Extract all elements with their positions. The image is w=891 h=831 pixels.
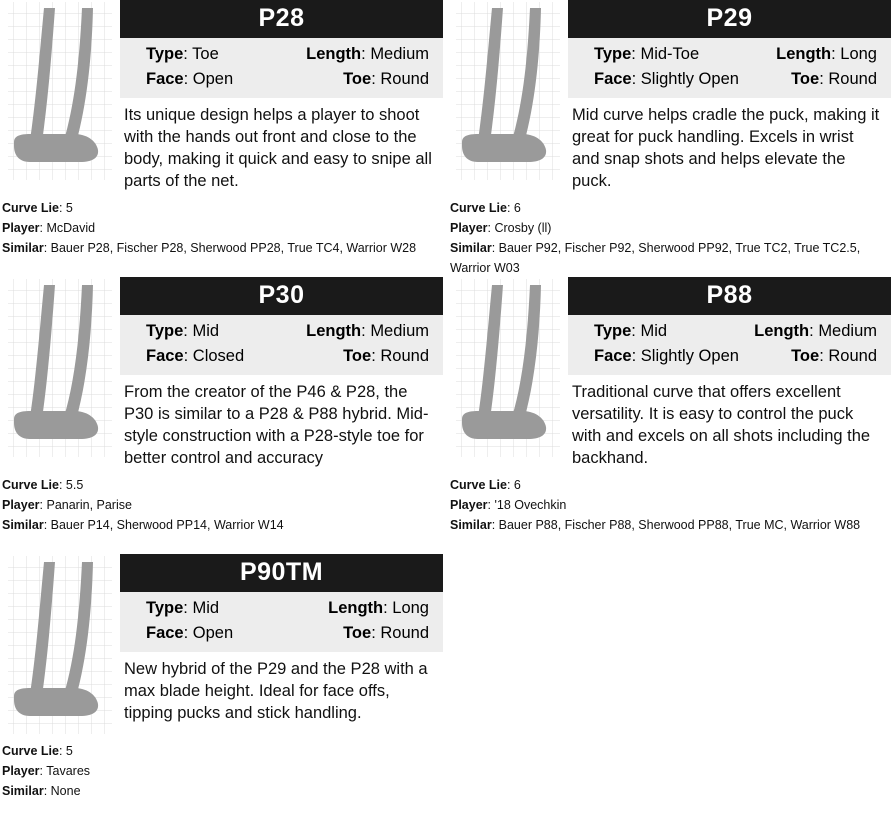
blade-diagram-icon bbox=[0, 554, 120, 739]
spec-face-label: Face bbox=[146, 347, 184, 365]
meta-similar-value: Bauer P28, Fischer P28, Sherwood PP28, True TC4, Warrior W28 bbox=[50, 241, 417, 255]
spec-type: Type: Mid-Toe bbox=[594, 45, 700, 63]
curve-name: P90TM bbox=[120, 554, 443, 592]
card-top bbox=[448, 277, 891, 473]
spec-length-label: Length bbox=[306, 322, 362, 340]
curve-description: New hybrid of the P29 and the P28 with a max blade height. Ideal for face offs, tipping pucks and stick handling. bbox=[124, 660, 428, 722]
spec-face-value: Slightly Open bbox=[640, 347, 739, 365]
meta-curve-lie-label: Curve Lie bbox=[450, 201, 507, 215]
spec-row bbox=[128, 67, 435, 92]
card-top bbox=[0, 277, 443, 473]
meta-curve-lie: Curve Lie: 6 bbox=[450, 201, 521, 215]
meta-similar-label: Similar bbox=[2, 784, 44, 798]
meta-player-value: McDavid bbox=[46, 221, 96, 235]
blade-diagram-icon bbox=[448, 277, 568, 462]
meta-curve-lie: Curve Lie: 5 bbox=[2, 201, 73, 215]
spec-length-label: Length bbox=[754, 322, 810, 340]
blade-diagram-icon bbox=[0, 0, 120, 185]
spec-type-value: Mid bbox=[192, 322, 220, 340]
spec-length: Length: Long bbox=[776, 45, 877, 63]
spec-row bbox=[128, 42, 435, 67]
spec-face: Face: Closed bbox=[146, 347, 245, 365]
spec-type: Type: Mid bbox=[146, 322, 220, 340]
spec-face: Face: Open bbox=[146, 70, 234, 88]
spec-face: Face: Slightly Open bbox=[594, 70, 739, 88]
blade-illustration bbox=[448, 277, 568, 462]
meta-player-label: Player bbox=[2, 221, 40, 235]
blade-illustration bbox=[0, 277, 120, 462]
spec-row bbox=[576, 67, 883, 92]
meta-similar-label: Similar bbox=[2, 241, 44, 255]
spec-length-value: Long bbox=[392, 599, 429, 617]
card-top bbox=[448, 0, 891, 196]
curve-description: Its unique design helps a player to shoot with the hands out front and close to the body, making it quick and easy to snipe all parts of the net. bbox=[124, 106, 432, 190]
meta-curve-lie-value: 5 bbox=[65, 201, 73, 215]
blade-diagram-icon bbox=[0, 277, 120, 462]
meta-similar: Similar: None bbox=[2, 784, 81, 798]
spec-length: Length: Medium bbox=[306, 322, 429, 340]
card-meta bbox=[0, 198, 443, 258]
card-info bbox=[568, 277, 891, 473]
meta-similar-value: Bauer P14, Sherwood PP14, Warrior W14 bbox=[50, 518, 284, 532]
meta-player-label: Player bbox=[2, 764, 40, 778]
meta-similar-label: Similar bbox=[450, 518, 492, 532]
spec-length-label: Length bbox=[776, 45, 832, 63]
meta-player: Player: Crosby (ll) bbox=[450, 221, 552, 235]
spec-type-value: Mid bbox=[640, 322, 668, 340]
card-meta bbox=[0, 475, 443, 535]
spec-toe-label: Toe bbox=[343, 347, 372, 365]
curve-card bbox=[448, 0, 891, 277]
spec-face-label: Face bbox=[146, 624, 184, 642]
card-meta bbox=[448, 198, 891, 278]
curve-name: P29 bbox=[568, 0, 891, 38]
spec-toe-label: Toe bbox=[791, 347, 820, 365]
meta-player: Player: McDavid bbox=[2, 221, 96, 235]
meta-player-label: Player bbox=[450, 221, 488, 235]
meta-similar: Similar: Bauer P88, Fischer P88, Sherwood PP88, True MC, Warrior W88 bbox=[450, 518, 861, 532]
meta-player: Player: Panarin, Parise bbox=[2, 498, 132, 512]
spec-length-value: Medium bbox=[370, 322, 429, 340]
curve-name: P88 bbox=[568, 277, 891, 315]
spec-table bbox=[120, 592, 443, 652]
meta-curve-lie-value: 6 bbox=[513, 478, 521, 492]
meta-curve-lie-label: Curve Lie bbox=[2, 478, 59, 492]
curve-card bbox=[0, 277, 443, 554]
spec-length: Length: Medium bbox=[306, 45, 429, 63]
meta-curve-lie-label: Curve Lie bbox=[2, 744, 59, 758]
meta-curve-lie-value: 5.5 bbox=[65, 478, 84, 492]
blade-illustration bbox=[448, 0, 568, 185]
meta-player-value: Crosby (ll) bbox=[494, 221, 552, 235]
spec-table bbox=[568, 38, 891, 98]
spec-type-value: Mid-Toe bbox=[640, 45, 700, 63]
spec-face: Face: Slightly Open bbox=[594, 347, 739, 365]
curve-card bbox=[0, 0, 443, 277]
spec-type-label: Type bbox=[594, 45, 632, 63]
spec-row bbox=[576, 42, 883, 67]
card-top bbox=[0, 0, 443, 196]
spec-toe: Toe: Round bbox=[791, 347, 877, 365]
spec-toe-value: Round bbox=[828, 70, 877, 88]
curve-card bbox=[448, 277, 891, 554]
spec-face: Face: Open bbox=[146, 624, 234, 642]
spec-row bbox=[128, 621, 435, 646]
meta-similar-value: Bauer P88, Fischer P88, Sherwood PP88, True MC, Warrior W88 bbox=[498, 518, 861, 532]
meta-curve-lie: Curve Lie: 6 bbox=[450, 478, 521, 492]
blade-illustration bbox=[0, 554, 120, 739]
spec-face-value: Closed bbox=[192, 347, 245, 365]
meta-curve-lie-value: 5 bbox=[65, 744, 73, 758]
spec-table bbox=[120, 38, 443, 98]
spec-face-value: Open bbox=[192, 70, 234, 88]
spec-face-label: Face bbox=[594, 347, 632, 365]
card-meta bbox=[0, 741, 443, 801]
card-meta bbox=[448, 475, 891, 535]
spec-type-label: Type bbox=[146, 599, 184, 617]
spec-length: Length: Medium bbox=[754, 322, 877, 340]
curve-name: P28 bbox=[120, 0, 443, 38]
spec-row bbox=[576, 344, 883, 369]
spec-toe-label: Toe bbox=[343, 624, 372, 642]
spec-toe-value: Round bbox=[380, 347, 429, 365]
curve-description: From the creator of the P46 & P28, the P30 is similar to a P28 & P88 hybrid. Mid-style construction with a P28-style toe for better control and accuracy bbox=[124, 383, 429, 467]
spec-face-label: Face bbox=[594, 70, 632, 88]
spec-row bbox=[128, 319, 435, 344]
spec-length: Length: Long bbox=[328, 599, 429, 617]
meta-similar-value: Bauer P92, Fischer P92, Sherwood PP92, True TC2, True TC2.5, Warrior W03 bbox=[450, 241, 861, 275]
meta-similar: Similar: Bauer P28, Fischer P28, Sherwood PP28, True TC4, Warrior W28 bbox=[2, 241, 417, 255]
spec-length-value: Medium bbox=[370, 45, 429, 63]
spec-face-value: Open bbox=[192, 624, 234, 642]
meta-similar-value: None bbox=[50, 784, 81, 798]
spec-face-value: Slightly Open bbox=[640, 70, 739, 88]
spec-toe: Toe: Round bbox=[343, 347, 429, 365]
blade-illustration bbox=[0, 0, 120, 185]
blade-diagram-icon bbox=[448, 0, 568, 185]
meta-player-value: Tavares bbox=[46, 764, 91, 778]
meta-player-value: Panarin, Parise bbox=[46, 498, 132, 512]
spec-table bbox=[120, 315, 443, 375]
meta-similar: Similar: Bauer P14, Sherwood PP14, Warrior W14 bbox=[2, 518, 284, 532]
meta-similar: Similar: Bauer P92, Fischer P92, Sherwood PP92, True TC2, True TC2.5, Warrior W03 bbox=[450, 241, 861, 275]
card-info bbox=[568, 0, 891, 196]
meta-similar-label: Similar bbox=[450, 241, 492, 255]
empty-grid-cell bbox=[448, 554, 891, 831]
curve-card bbox=[0, 554, 443, 831]
spec-type: Type: Mid bbox=[146, 599, 220, 617]
spec-toe: Toe: Round bbox=[791, 70, 877, 88]
card-info bbox=[120, 554, 443, 728]
card-info bbox=[120, 277, 443, 473]
spec-length-value: Long bbox=[840, 45, 877, 63]
spec-row bbox=[128, 596, 435, 621]
spec-toe-value: Round bbox=[380, 70, 429, 88]
spec-length-value: Medium bbox=[818, 322, 877, 340]
card-top bbox=[0, 554, 443, 739]
spec-toe: Toe: Round bbox=[343, 624, 429, 642]
spec-table bbox=[568, 315, 891, 375]
spec-toe-label: Toe bbox=[791, 70, 820, 88]
spec-length-label: Length bbox=[328, 599, 384, 617]
spec-face-label: Face bbox=[146, 70, 184, 88]
spec-toe-value: Round bbox=[380, 624, 429, 642]
meta-player-label: Player bbox=[2, 498, 40, 512]
spec-type-label: Type bbox=[594, 322, 632, 340]
spec-toe: Toe: Round bbox=[343, 70, 429, 88]
spec-toe-label: Toe bbox=[343, 70, 372, 88]
spec-type-value: Mid bbox=[192, 599, 220, 617]
meta-curve-lie-label: Curve Lie bbox=[2, 201, 59, 215]
meta-curve-lie-value: 6 bbox=[513, 201, 521, 215]
spec-toe-value: Round bbox=[828, 347, 877, 365]
meta-curve-lie: Curve Lie: 5 bbox=[2, 744, 73, 758]
meta-player: Player: '18 Ovechkin bbox=[450, 498, 567, 512]
card-info bbox=[120, 0, 443, 196]
meta-similar-label: Similar bbox=[2, 518, 44, 532]
spec-row bbox=[128, 344, 435, 369]
curve-description: Mid curve helps cradle the puck, making it great for puck handling. Excels in wrist and snap shots and helps elevate the puck. bbox=[572, 106, 880, 190]
spec-type-value: Toe bbox=[192, 45, 219, 63]
spec-type: Type: Mid bbox=[594, 322, 668, 340]
meta-player-value: '18 Ovechkin bbox=[494, 498, 567, 512]
curve-description: Traditional curve that offers excellent versatility. It is easy to control the puck with and excels on all shots including the backhand. bbox=[572, 383, 871, 467]
spec-type-label: Type bbox=[146, 45, 184, 63]
meta-curve-lie-label: Curve Lie bbox=[450, 478, 507, 492]
spec-type-label: Type bbox=[146, 322, 184, 340]
meta-curve-lie: Curve Lie: 5.5 bbox=[2, 478, 84, 492]
meta-player: Player: Tavares bbox=[2, 764, 91, 778]
spec-type: Type: Toe bbox=[146, 45, 219, 63]
meta-player-label: Player bbox=[450, 498, 488, 512]
spec-row bbox=[576, 319, 883, 344]
curve-name: P30 bbox=[120, 277, 443, 315]
spec-length-label: Length bbox=[306, 45, 362, 63]
